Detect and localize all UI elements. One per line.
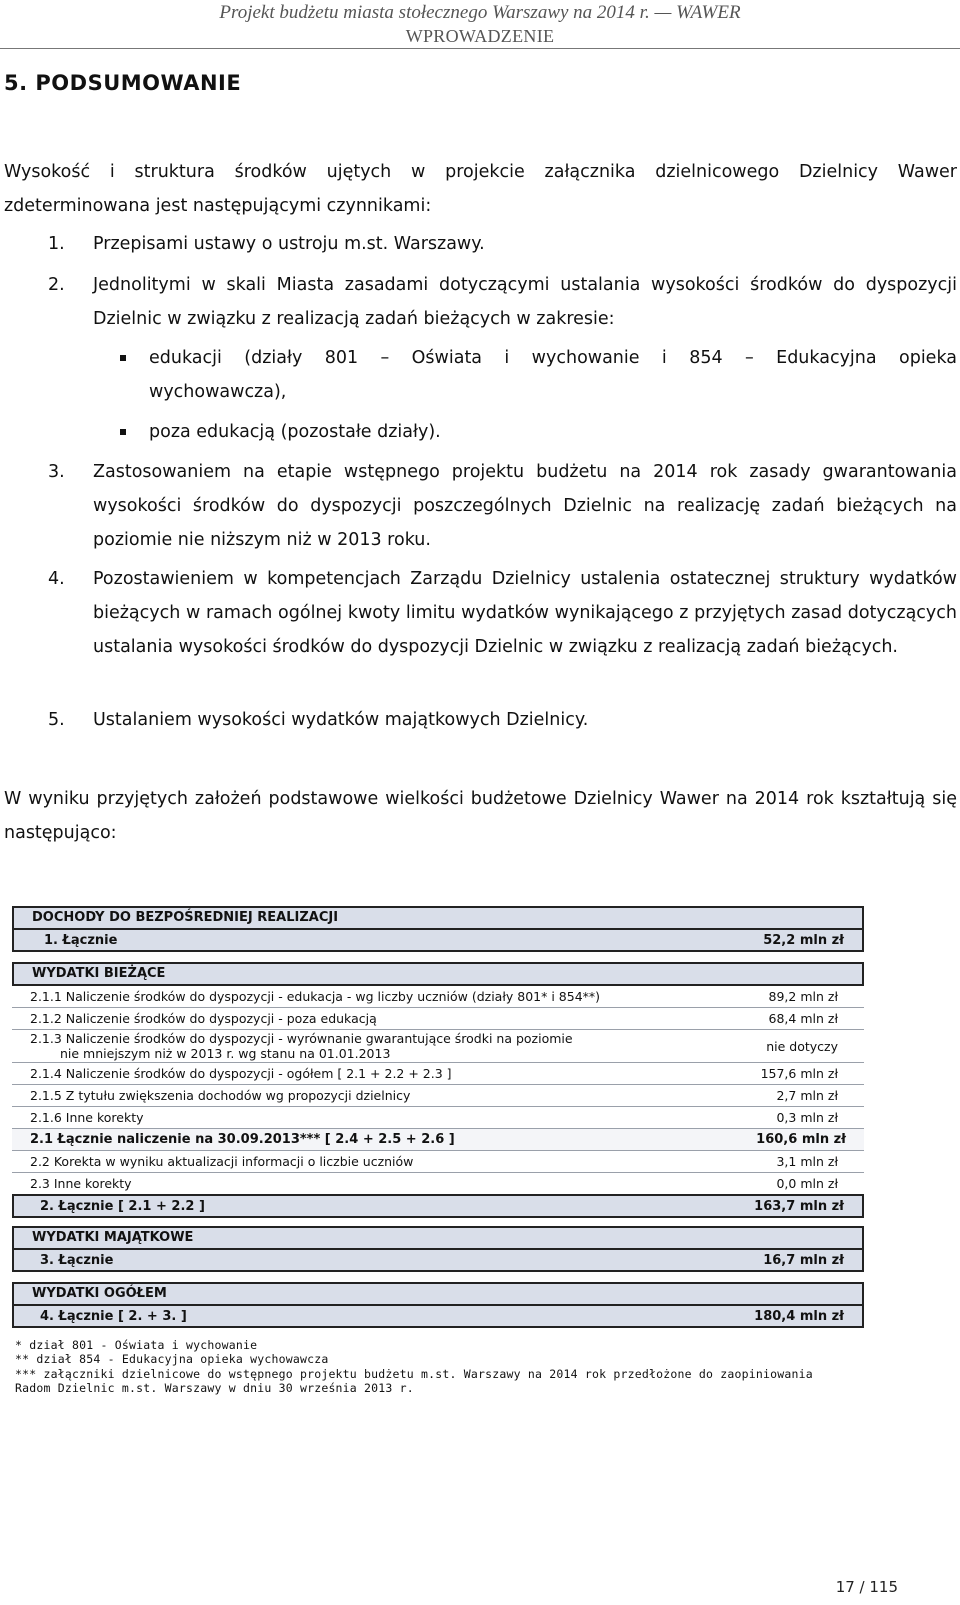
row-value: 89,2 mln zł	[768, 989, 838, 1004]
bullet-text-line2: wychowawcza),	[149, 382, 287, 402]
list-item-number: 2.	[48, 275, 65, 295]
row-value: nie dotyczy	[766, 1039, 838, 1054]
footnote: *** załączniki dzielnicowe do wstępnego projektu budżetu m.st. Warszawy na 2014 rok przedłożone do zaopiniowania	[15, 1367, 813, 1381]
row-label-line2: nie mniejszym niż w 2013 r. wg stanu na 01.01.2013	[60, 1046, 391, 1061]
row-label: 2.1.6 Inne korekty	[30, 1110, 144, 1125]
table-row-subtotal	[12, 1129, 864, 1151]
row-value: 52,2 mln zł	[763, 933, 844, 948]
row-label: 3. Łącznie	[40, 1253, 114, 1268]
list-item-text: Jednolitymi w skali Miasta zasadami dotyczącymi ustalania wysokości środków do dyspozycji Dzielnic w związku z realizacją zadań bieżących w zakresie:	[93, 275, 957, 329]
row-value: 180,4 mln zł	[754, 1309, 844, 1324]
header-title: Projekt budżetu miasta stołecznego Warszawy na 2014 r. — WAWER	[219, 2, 741, 23]
footnote: * dział 801 - Oświata i wychowanie	[15, 1338, 258, 1352]
table-row	[12, 1173, 864, 1195]
table-row	[12, 1085, 864, 1107]
row-value: 68,4 mln zł	[768, 1011, 838, 1026]
bullet-text-line1: edukacji (działy 801 – Oświata i wychowanie i 854 – Edukacyjna opieka	[149, 348, 957, 368]
footnote: ** dział 854 - Edukacyjna opieka wychowawcza	[15, 1352, 329, 1366]
row-value: 0,0 mln zł	[776, 1176, 838, 1191]
list-item-number: 3.	[48, 462, 65, 482]
ogolem-total-row	[12, 1306, 864, 1328]
row-label: 2. Łącznie [ 2.1 + 2.2 ]	[40, 1199, 205, 1214]
section-title: 5. PODSUMOWANIE	[4, 71, 242, 95]
biezace-total-row	[12, 1194, 864, 1218]
header-subtitle: WPROWADZENIE	[405, 26, 555, 46]
row-label: 2.2 Korekta w wyniku aktualizacji informacji o liczbie uczniów	[30, 1154, 414, 1169]
table-row	[12, 986, 864, 1008]
dochody-total-row	[12, 930, 864, 952]
wydatki-majatkowe-header: WYDATKI MAJĄTKOWE	[12, 1226, 864, 1250]
footnote: Radom Dzielnic m.st. Warszawy w dniu 30 września 2013 r.	[15, 1381, 414, 1395]
row-label: 1. Łącznie	[44, 933, 118, 948]
row-value: 3,1 mln zł	[776, 1154, 838, 1169]
row-label: 2.1.1 Naliczenie środków do dyspozycji - edukacja - wg liczby uczniów (działy 801* i 854**)	[30, 989, 601, 1004]
row-value: 163,7 mln zł	[754, 1199, 844, 1214]
list-item-text: Pozostawieniem w kompetencjach Zarządu Dzielnicy ustalenia ostatecznej struktury wydatków bieżących w ramach ogólnej kwoty limitu wydatków wynikającego z przyjętych zasad dotyczących ustalania wysokości środków do dyspozycji Dzielnic w związku z realizacją zadań bieżących.	[93, 569, 957, 657]
row-label: 4. Łącznie [ 2. + 3. ]	[40, 1309, 187, 1324]
row-value: 16,7 mln zł	[763, 1253, 844, 1268]
row-label: 2.1.5 Z tytułu zwiększenia dochodów wg propozycji dzielnicy	[30, 1088, 411, 1103]
row-value: 160,6 mln zł	[756, 1132, 846, 1147]
majatkowe-total-row	[12, 1250, 864, 1272]
list-item-number: 5.	[48, 710, 65, 730]
bullet-square-icon	[120, 355, 126, 361]
table-row	[12, 1008, 864, 1030]
table-row	[12, 1030, 864, 1063]
row-value: 2,7 mln zł	[776, 1088, 838, 1103]
list-item-number: 4.	[48, 569, 65, 589]
row-value: 157,6 mln zł	[760, 1066, 838, 1081]
wydatki-biezace-header: WYDATKI BIEŻĄCE	[12, 962, 864, 986]
row-label: 2.1.4 Naliczenie środków do dyspozycji - ogółem [ 2.1 + 2.2 + 2.3 ]	[30, 1066, 452, 1081]
table-row	[12, 1063, 864, 1085]
summary-paragraph: W wyniku przyjętych założeń podstawowe wielkości budżetowe Dzielnicy Wawer na 2014 rok kształtują się następująco:	[4, 789, 957, 843]
bullet-square-icon	[120, 429, 126, 435]
table-row	[12, 1151, 864, 1173]
dochody-header: DOCHODY DO BEZPOŚREDNIEJ REALIZACJI	[12, 906, 864, 930]
wydatki-ogolem-header: WYDATKI OGÓŁEM	[12, 1282, 864, 1306]
row-label: 2.1 Łącznie naliczenie na 30.09.2013*** [ 2.4 + 2.5 + 2.6 ]	[30, 1132, 455, 1147]
row-label: 2.1.2 Naliczenie środków do dyspozycji - poza edukacją	[30, 1011, 377, 1026]
row-label: 2.1.3 Naliczenie środków do dyspozycji - wyrównanie gwarantujące środki na poziomie	[30, 1031, 573, 1046]
row-label: 2.3 Inne korekty	[30, 1176, 132, 1191]
list-item-text: Przepisami ustawy o ustroju m.st. Warszawy.	[93, 234, 485, 254]
row-value: 0,3 mln zł	[776, 1110, 838, 1125]
list-item-text: Ustalaniem wysokości wydatków majątkowych Dzielnicy.	[93, 710, 589, 730]
header-divider	[0, 48, 960, 49]
intro-paragraph: Wysokość i struktura środków ujętych w projekcie załącznika dzielnicowego Dzielnicy Wawer zdeterminowana jest następującymi czynnikami:	[4, 162, 957, 216]
list-item-number: 1.	[48, 234, 65, 254]
table-row	[12, 1107, 864, 1129]
list-item-text: Zastosowaniem na etapie wstępnego projektu budżetu na 2014 rok zasady gwarantowania wysokości środków do dyspozycji poszczególnych Dzielnic na realizację zadań bieżących na poziomie nie niższym niż w 2013 roku.	[93, 462, 957, 550]
page-number: 17 / 115	[835, 1578, 898, 1596]
bullet-text: poza edukacją (pozostałe działy).	[149, 422, 441, 442]
